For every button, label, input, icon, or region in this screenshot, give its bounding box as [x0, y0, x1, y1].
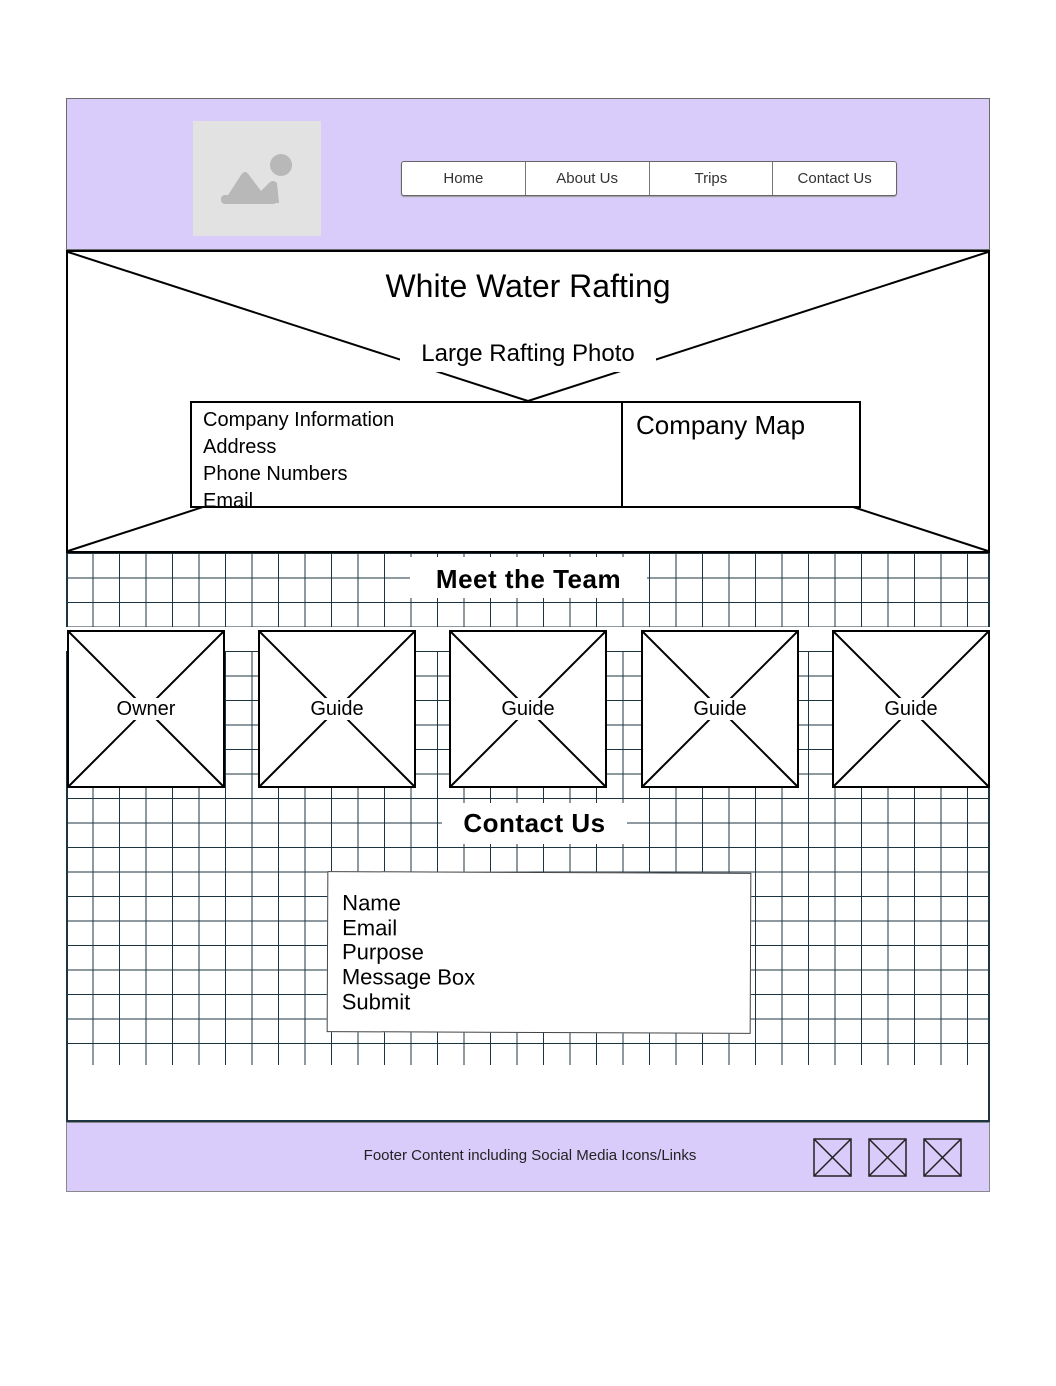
team-member-label: Guide	[302, 698, 371, 720]
company-map-label: Company Map	[636, 410, 806, 440]
company-email: Email	[203, 490, 254, 508]
page-title: White Water Rafting	[385, 268, 671, 304]
social-placeholder-icon[interactable]	[813, 1138, 852, 1177]
main-nav	[401, 161, 897, 196]
company-info-box	[190, 401, 623, 508]
hero-photo-label: Large Rafting Photo	[400, 336, 656, 372]
team-member-guide[interactable]	[449, 630, 607, 788]
team-member-guide[interactable]	[832, 630, 990, 788]
contact-heading: Contact Us	[442, 803, 627, 844]
team-member-label: Guide	[493, 698, 562, 720]
logo-placeholder[interactable]	[193, 121, 321, 236]
email-field[interactable]: Email	[342, 914, 398, 941]
team-member-label: Owner	[109, 698, 184, 720]
company-info-heading: Company Information	[203, 409, 395, 431]
nav-trips[interactable]: Trips	[650, 162, 774, 195]
contact-form	[327, 871, 752, 1034]
nav-contact-us[interactable]: Contact Us	[797, 170, 872, 187]
team-heading: Meet the Team	[410, 557, 647, 598]
submit-button[interactable]: Submit	[341, 988, 411, 1015]
social-placeholder-icon[interactable]	[868, 1138, 907, 1177]
company-map-box[interactable]	[621, 401, 861, 508]
name-field[interactable]: Name	[342, 890, 401, 916]
image-placeholder-icon	[193, 121, 321, 236]
message-box-field[interactable]: Message Box	[341, 964, 476, 990]
nav-home[interactable]: Home	[402, 162, 526, 195]
company-phone: Phone Numbers	[203, 463, 348, 485]
purpose-field[interactable]: Purpose	[341, 939, 425, 965]
team-member-guide[interactable]	[258, 630, 416, 788]
team-member-label: Guide	[876, 698, 945, 720]
team-member-label: Guide	[685, 698, 754, 720]
team-member-owner[interactable]	[67, 630, 225, 788]
footer-text: Footer Content including Social Media Icons/Links	[363, 1147, 697, 1164]
team-member-guide[interactable]	[641, 630, 799, 788]
company-address: Address	[203, 436, 277, 458]
social-placeholder-icon[interactable]	[923, 1138, 962, 1177]
nav-about-us[interactable]: About Us	[526, 162, 650, 195]
